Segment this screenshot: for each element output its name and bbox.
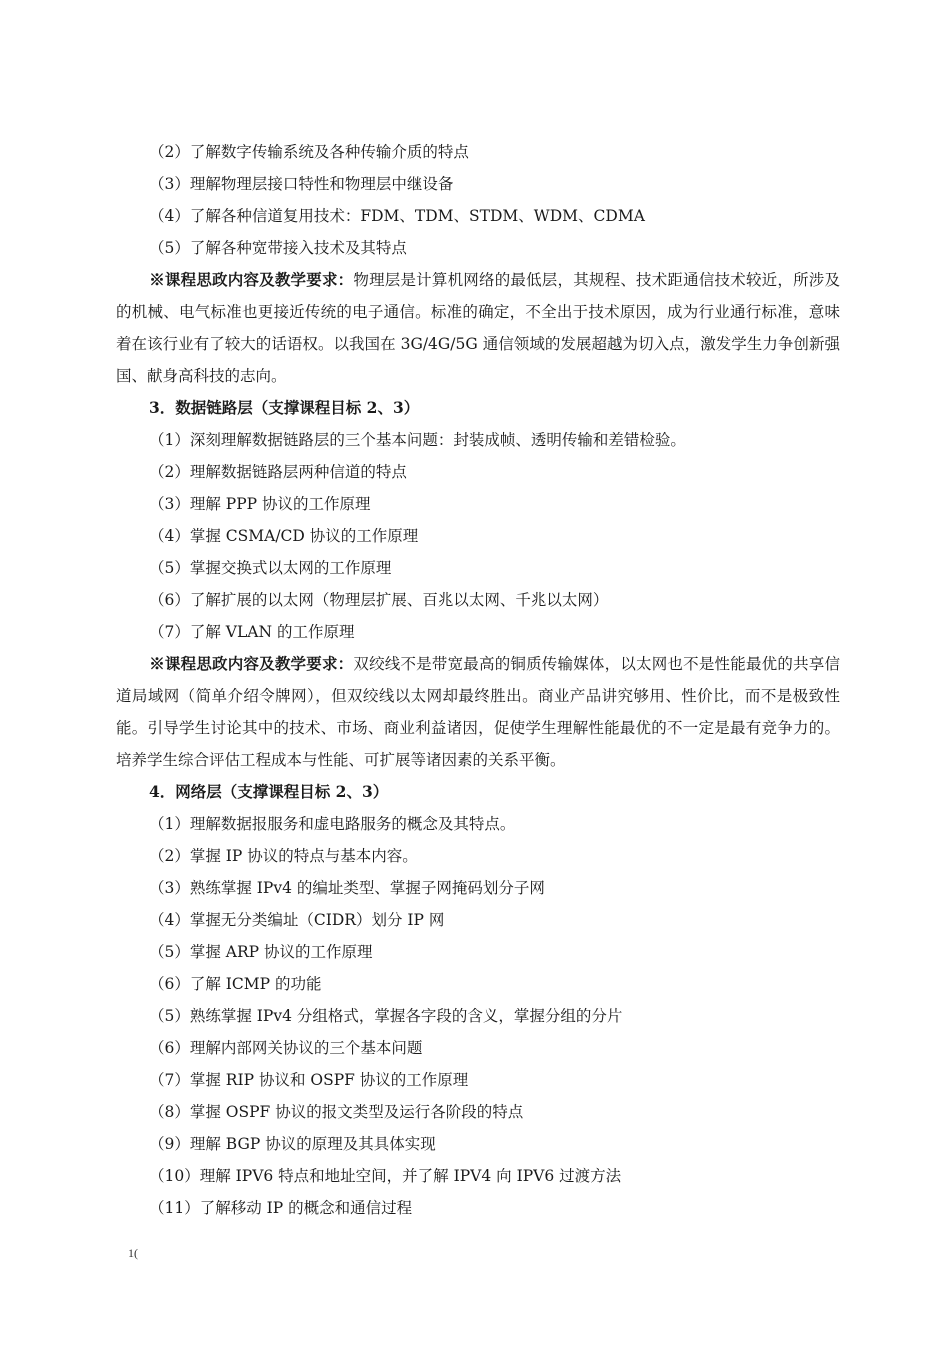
list-item: （2）掌握 IP 协议的特点与基本内容。	[149, 847, 418, 865]
ideology-paragraph-physical	[116, 264, 840, 392]
list-item: （1）理解数据报服务和虚电路服务的概念及其特点。	[149, 815, 516, 833]
list-item: （4）掌握 CSMA/CD 协议的工作原理	[149, 527, 419, 545]
section-heading-network: 4．网络层（支撑课程目标 2、3）	[149, 782, 389, 801]
list-item: （4）掌握无分类编址（CIDR）划分 IP 网	[149, 911, 445, 929]
page-number: 1(	[128, 1246, 138, 1260]
list-item: （7）掌握 RIP 协议和 OSPF 协议的工作原理	[149, 1071, 469, 1089]
list-item: （8）掌握 OSPF 协议的报文类型及运行各阶段的特点	[149, 1103, 524, 1121]
list-item: （3）理解物理层接口特性和物理层中继设备	[149, 175, 454, 193]
list-item: （5）熟练掌握 IPv4 分组格式，掌握各字段的含义，掌握分组的分片	[149, 1007, 623, 1025]
list-item: （6）了解 ICMP 的功能	[149, 975, 322, 993]
list-item: （2）了解数字传输系统及各种传输介质的特点	[149, 143, 469, 161]
list-item: （7）了解 VLAN 的工作原理	[149, 623, 355, 641]
list-item: （9）理解 BGP 协议的原理及其具体实现	[149, 1135, 436, 1153]
list-item: （10）理解 IPV6 特点和地址空间，并了解 IPV4 向 IPV6 过渡方法	[149, 1167, 622, 1185]
list-item: （5）了解各种宽带接入技术及其特点	[149, 239, 407, 257]
list-item: （3）理解 PPP 协议的工作原理	[149, 495, 371, 513]
list-item: （1）深刻理解数据链路层的三个基本问题：封装成帧、透明传输和差错检验。	[149, 431, 686, 449]
paragraph-text: 物理层是计算机网络的最低层，其规程、技术距通信技术较近，所涉及的机械、电气标准也更接近传统的电子通信。标准的确定，不全出于技术原因，成为行业通行标准，意味着在该行业有了较大的话语权。以我国在 3G/4G/5G 通信领域的发展超越为切入点，激发学生力争创新强国、献身高科技的志向。	[116, 271, 840, 385]
page-content	[116, 136, 840, 1224]
list-item: （11）了解移动 IP 的概念和通信过程	[149, 1199, 413, 1217]
paragraph-lead: ※课程思政内容及教学要求：	[149, 270, 354, 289]
list-item: （5）掌握交换式以太网的工作原理	[149, 559, 392, 577]
ideology-paragraph-datalink	[116, 648, 840, 776]
section-heading-datalink: 3．数据链路层（支撑课程目标 2、3）	[149, 398, 420, 417]
list-item: （6）理解内部网关协议的三个基本问题	[149, 1039, 423, 1057]
paragraph-lead: ※课程思政内容及教学要求：	[149, 654, 354, 673]
paragraph-text: 双绞线不是带宽最高的铜质传输媒体，以太网也不是性能最优的共享信道局域网（简单介绍令牌网），但双绞线以太网却最终胜出。商业产品讲究够用、性价比，而不是极致性能。引导学生讨论其中的技术、市场、商业利益诸因，促使学生理解性能最优的不一定是最有竞争力的。培养学生综合评估工程成本与性能、可扩展等诸因素的关系平衡。	[116, 655, 840, 769]
list-item: （3）熟练掌握 IPv4 的编址类型、掌握子网掩码划分子网	[149, 879, 545, 897]
list-item: （6）了解扩展的以太网（物理层扩展、百兆以太网、千兆以太网）	[149, 591, 609, 609]
list-item: （2）理解数据链路层两种信道的特点	[149, 463, 407, 481]
list-item: （4）了解各种信道复用技术：FDM、TDM、STDM、WDM、CDMA	[149, 207, 645, 225]
list-item: （5）掌握 ARP 协议的工作原理	[149, 943, 373, 961]
